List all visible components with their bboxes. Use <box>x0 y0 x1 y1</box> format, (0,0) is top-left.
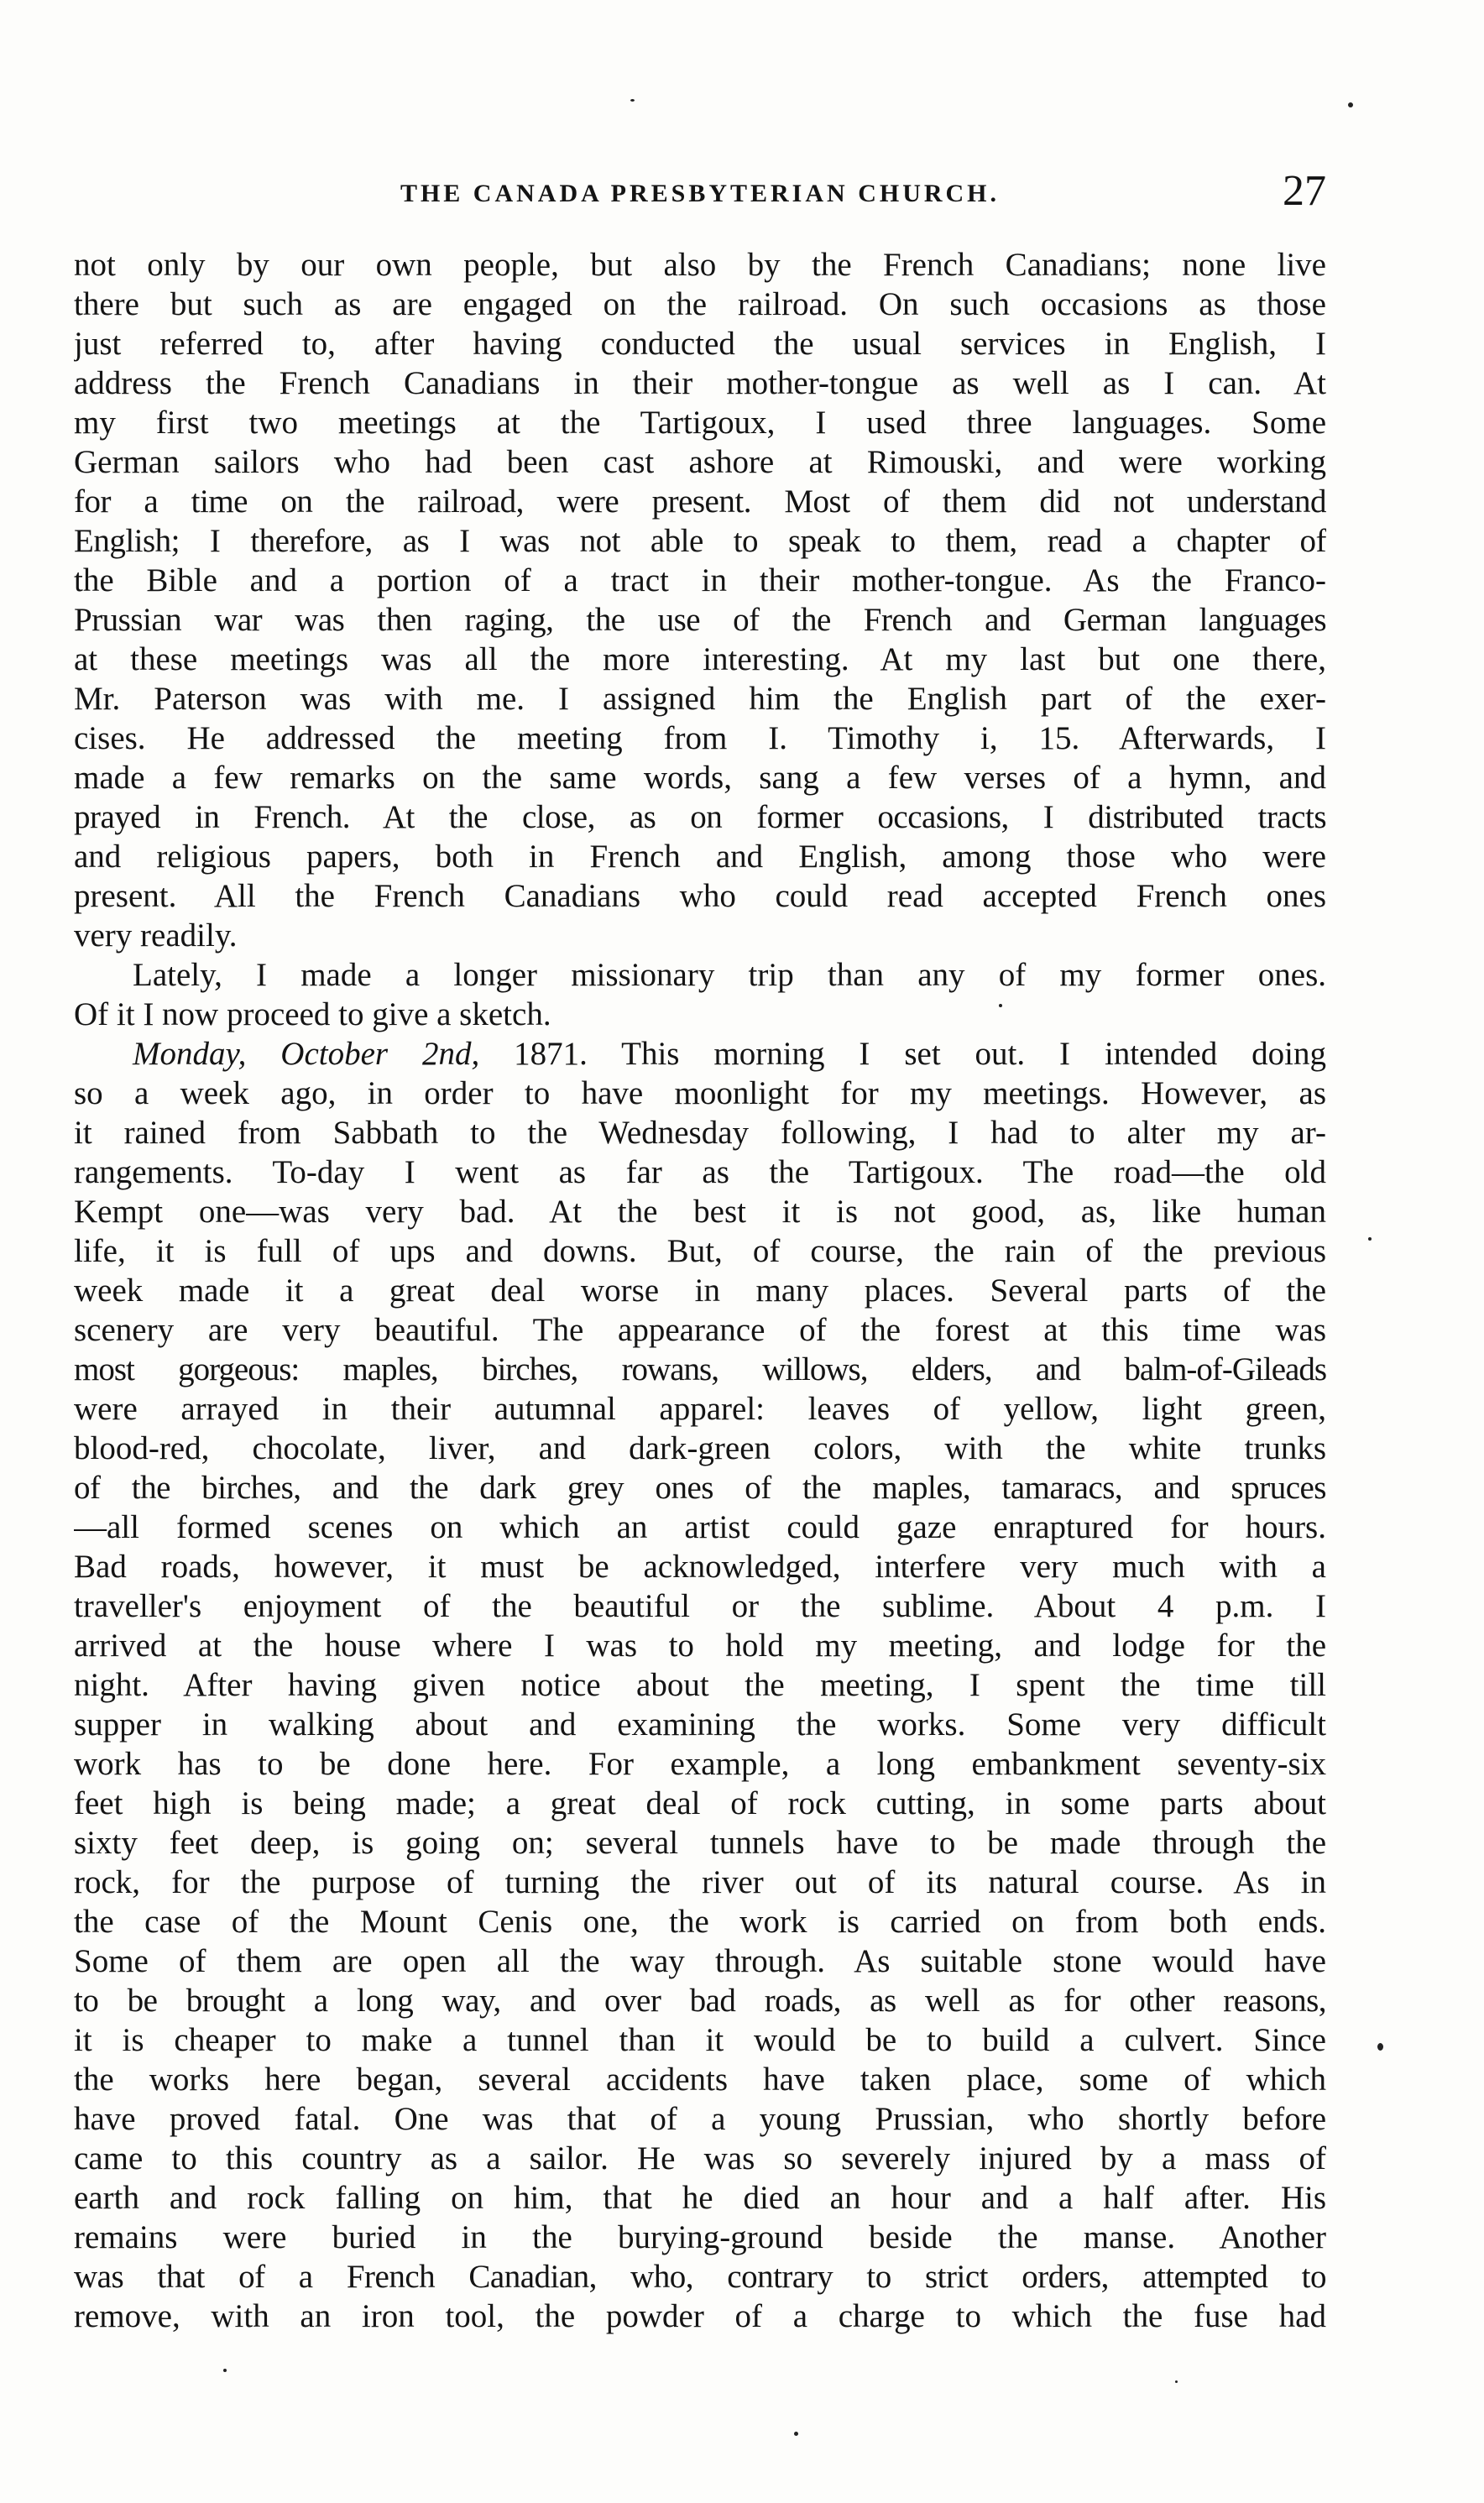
text-line: my first two meetings at the Tartigoux, I used three languages. Some <box>74 405 1326 441</box>
text-line: made a few remarks on the same words, sang a few verses of a hymn, and <box>74 760 1326 796</box>
text-line: the Bible and a portion of a tract in their mother-tongue. As the Franco- <box>74 562 1326 598</box>
text-line: week made it a great deal worse in many places. Several parts of the <box>74 1272 1326 1309</box>
paragraph-diary-entry <box>74 1034 1326 2336</box>
text-line: prayed in French. At the close, as on former occasions, I distributed tracts <box>74 799 1326 835</box>
text-line: remains were buried in the burying-ground beside the manse. Another <box>74 2219 1326 2255</box>
text-line: scenery are very beautiful. The appearance of the forest at this time was <box>74 1312 1326 1348</box>
text-line: came to this country as a sailor. He was so severely injured by a mass of <box>74 2140 1326 2176</box>
text-line: present. All the French Canadians who could read accepted French ones <box>74 878 1326 914</box>
running-head <box>74 156 1326 215</box>
text-line-rest: 1871. This morning I set out. I intended doing <box>479 1036 1326 1072</box>
text-line: have proved fatal. One was that of a young Prussian, who shortly before <box>74 2101 1326 2137</box>
text-line: and religious papers, both in French and English, among those who were <box>74 839 1326 875</box>
scan-speck <box>999 1004 1002 1007</box>
paragraph-continuation <box>74 245 1326 955</box>
text-line: most gorgeous: maples, birches, rowans, willows, elders, and balm-of-Gileads <box>74 1351 1326 1387</box>
text-line: English; I therefore, as I was not able to speak to them, read a chapter of <box>74 523 1326 559</box>
text-line: cises. He addressed the meeting from I. Timothy i, 15. Afterwards, I <box>74 720 1326 756</box>
text-line: at these meetings was all the more interesting. At my last but one there, <box>74 641 1326 677</box>
date-heading: Monday, October 2nd, <box>133 1036 480 1072</box>
text-line: feet high is being made; a great deal of rock cutting, in some parts about <box>74 1785 1326 1821</box>
body-text <box>74 245 1326 2336</box>
scan-speck <box>1377 2043 1383 2051</box>
text-line: earth and rock falling on him, that he died an hour and a half after. His <box>74 2180 1326 2216</box>
text-line: Mr. Paterson was with me. I assigned him the English part of the exer- <box>74 681 1326 717</box>
text-line: it rained from Sabbath to the Wednesday following, I had to alter my ar- <box>74 1115 1326 1151</box>
text-line: Prussian war was then raging, the use of the French and German languages <box>74 602 1326 638</box>
text-line: remove, with an iron tool, the powder of a charge to which the fuse had <box>74 2298 1326 2334</box>
text-line: not only by our own people, but also by the French Canadians; none live <box>74 247 1326 283</box>
scan-speck <box>1348 102 1353 107</box>
running-title: THE CANADA PRESBYTERIAN CHURCH. <box>400 180 1001 207</box>
text-line: the case of the Mount Cenis one, the work is carried on from both ends. <box>74 1904 1326 1940</box>
page-number: 27 <box>1283 167 1326 215</box>
scan-speck <box>1368 1237 1372 1241</box>
text-line: work has to be done here. For example, a long embankment seventy-six <box>74 1746 1326 1782</box>
text-line: so a week ago, in order to have moonlight for my meetings. However, as <box>74 1075 1326 1111</box>
text-line: Bad roads, however, it must be acknowledged, interfere very much with a <box>74 1549 1326 1585</box>
text-line: German sailors who had been cast ashore at Rimouski, and were working <box>74 444 1326 480</box>
text-line: arrived at the house where I was to hold my meeting, and lodge for the <box>74 1628 1326 1664</box>
text-line: traveller's enjoyment of the beautiful or the sublime. About 4 p.m. I <box>74 1588 1326 1624</box>
scan-speck <box>794 2432 798 2436</box>
text-line: to be brought a long way, and over bad roads, as well as for other reasons, <box>74 1983 1326 2019</box>
text-line: just referred to, after having conducted the usual services in English, I <box>74 326 1326 362</box>
scan-speck <box>1175 2380 1178 2383</box>
text-line: was that of a French Canadian, who, contrary to strict orders, attempted to <box>74 2259 1326 2295</box>
text-line: it is cheaper to make a tunnel than it would be to build a culvert. Since <box>74 2022 1326 2058</box>
text-line: blood-red, chocolate, liver, and dark-green colors, with the white trunks <box>74 1430 1326 1466</box>
text-line: Kempt one—was very bad. At the best it is not good, as, like human <box>74 1194 1326 1230</box>
text-line: sixty feet deep, is going on; several tunnels have to be made through the <box>74 1825 1326 1861</box>
text-line: —all formed scenes on which an artist could gaze enraptured for hours. <box>74 1509 1326 1545</box>
scan-speck <box>223 2369 227 2372</box>
text-line: there but such as are engaged on the railroad. On such occasions as those <box>74 286 1326 322</box>
text-line: night. After having given notice about the meeting, I spent the time till <box>74 1667 1326 1703</box>
text-line: very readily. <box>74 917 238 954</box>
text-line <box>74 1034 1326 1074</box>
text-line: rock, for the purpose of turning the river out of its natural course. As in <box>74 1864 1326 1900</box>
text-line: for a time on the railroad, were present. Most of them did not understand <box>74 483 1326 520</box>
paragraph-trip-intro <box>74 955 1326 1034</box>
text-line: address the French Canadians in their mother-tongue as well as I can. At <box>74 365 1326 401</box>
text-line: life, it is full of ups and downs. But, of course, the rain of the previous <box>74 1233 1326 1269</box>
text-line: Lately, I made a longer missionary trip than any of my former ones. <box>133 957 1326 993</box>
scan-speck <box>630 99 635 102</box>
text-line: Some of them are open all the way through. As suitable stone would have <box>74 1943 1326 1979</box>
text-line: the works here began, several accidents have taken place, some of which <box>74 2061 1326 2098</box>
text-line: rangements. To-day I went as far as the Tartigoux. The road—the old <box>74 1154 1326 1190</box>
text-line: of the birches, and the dark grey ones of the maples, tamaracs, and spruces <box>74 1470 1326 1506</box>
text-line: were arrayed in their autumnal apparel: leaves of yellow, light green, <box>74 1391 1326 1427</box>
text-line: Of it I now proceed to give a sketch. <box>74 996 551 1032</box>
text-line: supper in walking about and examining the works. Some very difficult <box>74 1706 1326 1743</box>
